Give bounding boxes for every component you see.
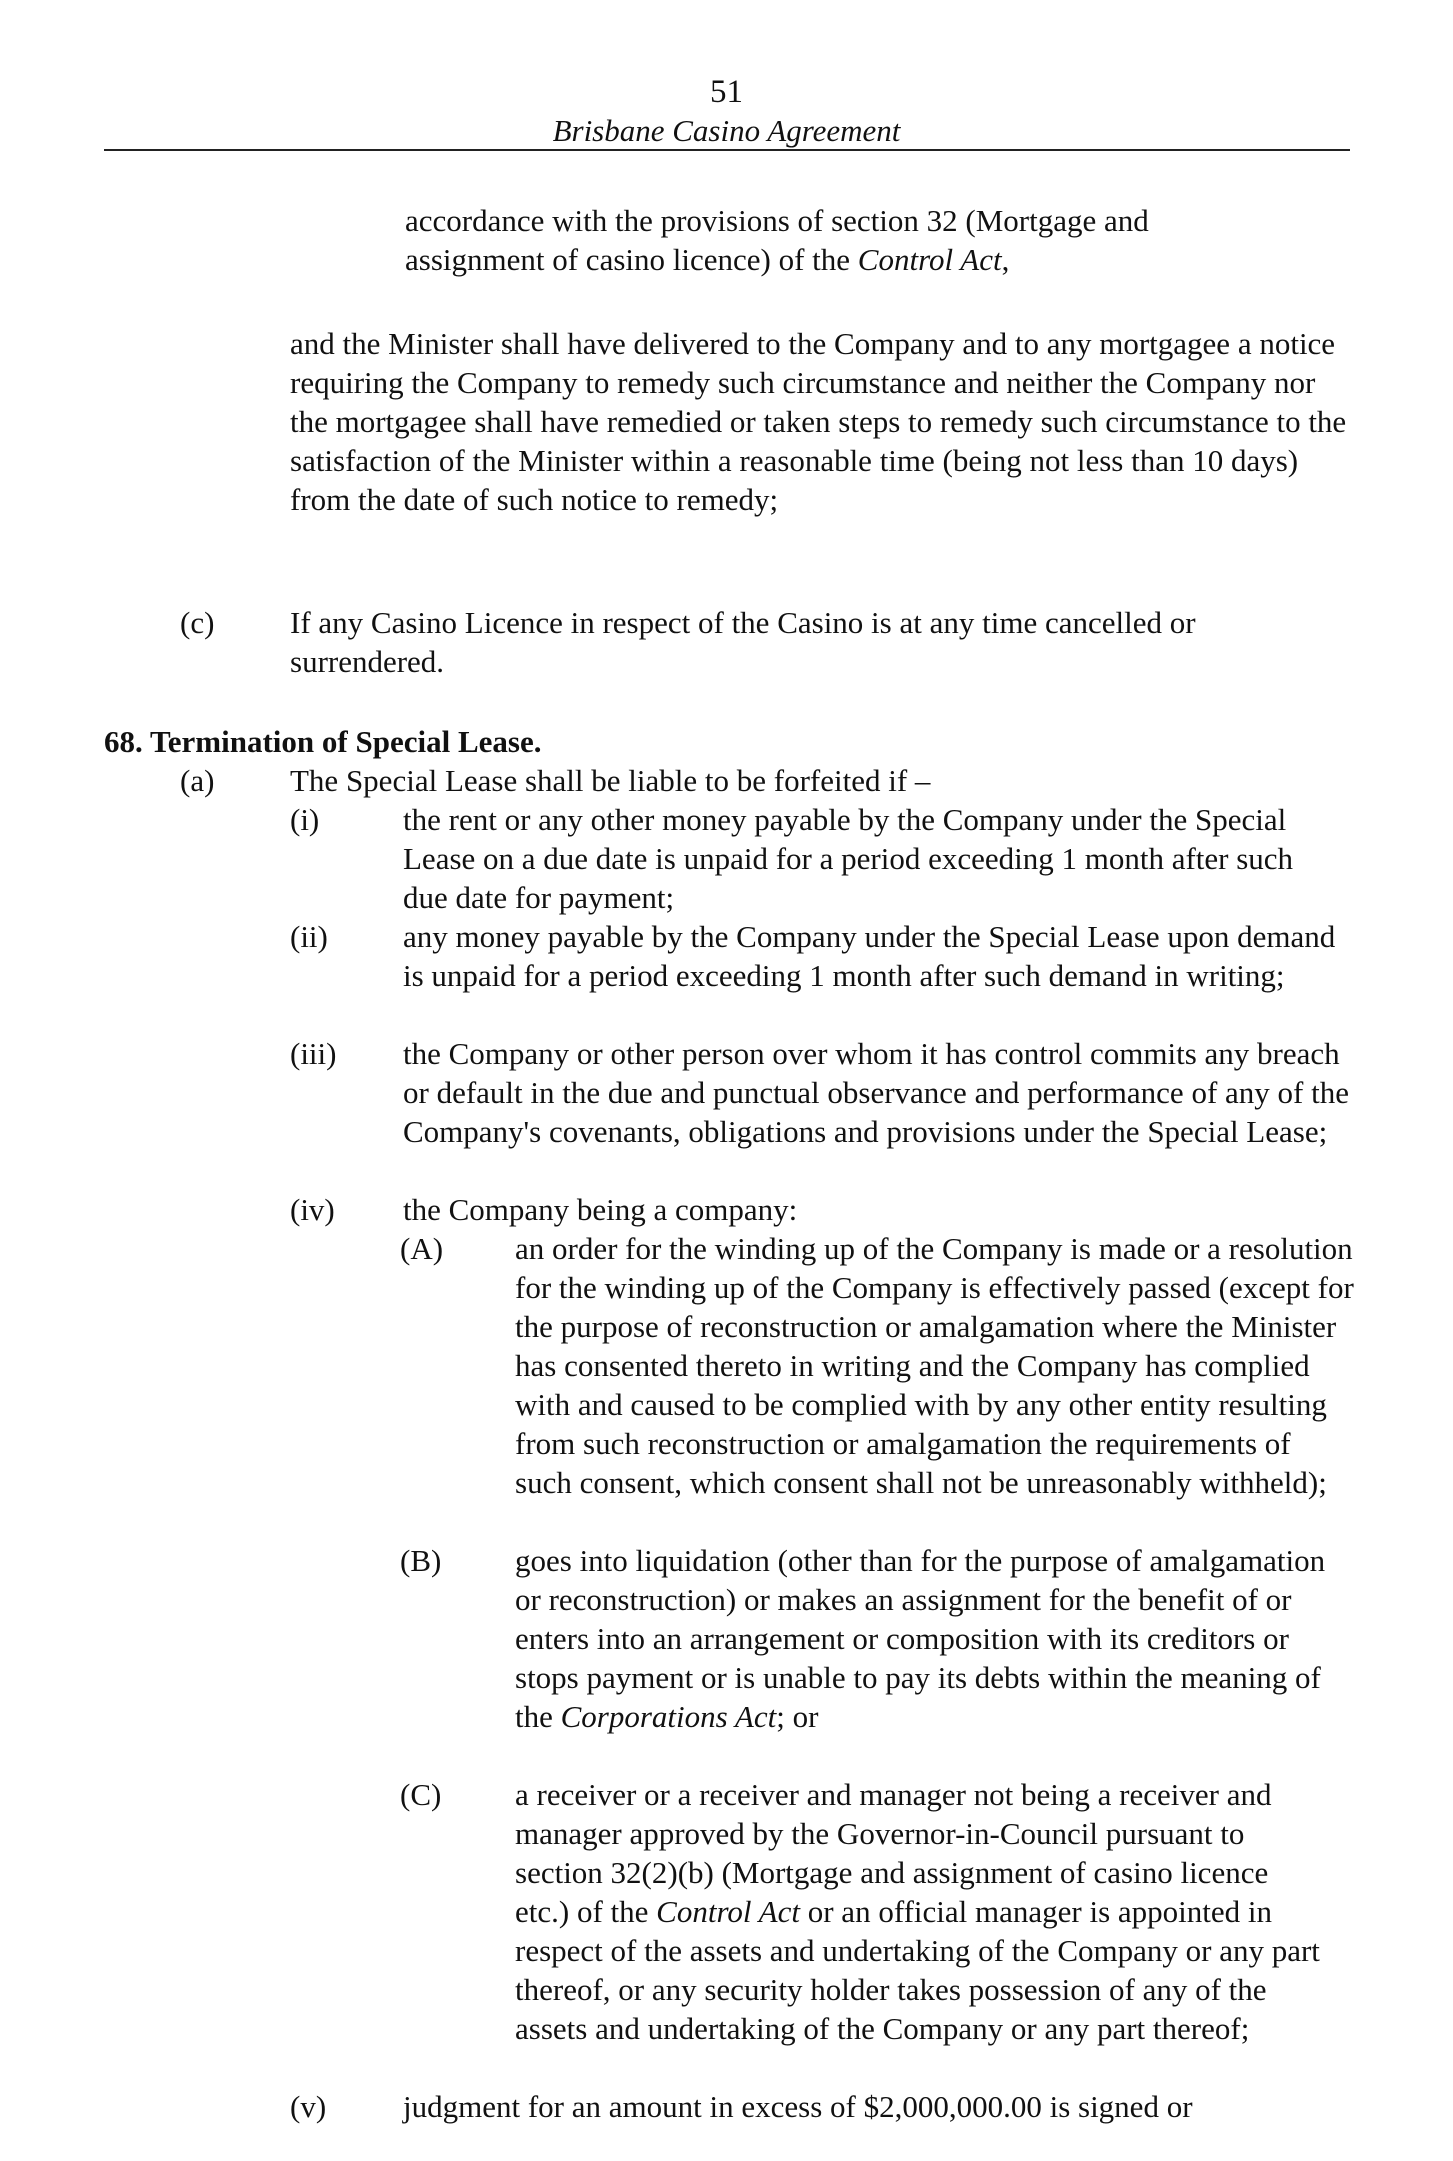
subclause-label-v: (v)	[290, 2089, 327, 2124]
subclause-text-iv: the Company being a company:	[403, 1192, 798, 1227]
item-text-C	[515, 1775, 1330, 2048]
running-title: Brisbane Casino Agreement	[552, 113, 901, 148]
subclause-label-iv: (iv)	[290, 1192, 335, 1227]
item-text-A: an order for the winding up of the Company is made or a resolution for the winding up of the Company is effectively passed (except for the purpose of reconstruction or amalgamation where the Minister has consented thereto in writing and the Company has complied with and caused to be complied with by any other entity resulting from such reconstruction or amalgamation the requirements of such consent, which consent shall not be unreasonably withheld);	[515, 1231, 1354, 1500]
act-reference: Control Act	[857, 242, 1002, 277]
act-reference: Control Act	[656, 1894, 800, 1929]
subclause-text-ii: any money payable by the Company under the Special Lease upon demand is unpaid for a period exceeding 1 month after such demand in writing;	[403, 919, 1336, 993]
item-label-B: (B)	[400, 1543, 442, 1578]
carryover-text: accordance with the provisions of section 32 (Mortgage and assignment of casino licence) of the	[405, 203, 1149, 277]
item-text-B-body: goes into liquidation (other than for the purpose of amalgamation or reconstruction) or makes an assignment for the benefit of or enters into an arrangement or composition with its creditors or stops payment or is unable to pay its debts within the meaning of the	[515, 1543, 1326, 1734]
clause-text-a: The Special Lease shall be liable to be forfeited if –	[290, 763, 931, 798]
header-rule	[104, 149, 1350, 151]
act-reference: Corporations Act	[560, 1699, 777, 1734]
page-number: 51	[710, 74, 743, 110]
item-label-C: (C)	[400, 1777, 442, 1812]
item-text-B	[515, 1541, 1340, 1736]
subclause-text-iii: the Company or other person over whom it has control commits any breach or default in the due and punctual observance and performance of any of the Company's covenants, obligations and provisions under the Special Lease;	[403, 1036, 1349, 1149]
section-heading: 68. Termination of Special Lease.	[104, 724, 542, 759]
item-text-C-end: or an official manager is appointed in respect of the assets and undertaking of the Company or any part thereof, or any security holder takes possession of any of the assets and undertaking of the Company or any part thereof;	[515, 1894, 1320, 2046]
subclause-label-iii: (iii)	[290, 1036, 337, 1071]
clause-label-a: (a)	[180, 763, 215, 798]
item-text-B-end: ; or	[776, 1699, 819, 1734]
notice-paragraph: and the Minister shall have delivered to the Company and to any mortgagee a notice requiring the Company to remedy such circumstance and neither the Company nor the mortgagee shall have remedied or taken steps to remedy such circumstance to the satisfaction of the Minister within a reasonable time (being not less than 10 days) from the date of such notice to remedy;	[290, 326, 1347, 517]
clause-text-c: If any Casino Licence in respect of the Casino is at any time cancelled or surrendered.	[290, 605, 1196, 679]
subclause-label-ii: (ii)	[290, 919, 328, 954]
clause-label-c: (c)	[180, 605, 215, 640]
subclause-text-v: judgment for an amount in excess of $2,000,000.00 is signed or	[403, 2089, 1193, 2124]
carryover-text-end: ,	[1001, 242, 1010, 277]
subclause-text-i: the rent or any other money payable by the Company under the Special Lease on a due date is unpaid for a period exceeding 1 month after such due date for payment;	[403, 802, 1294, 915]
carryover-paragraph	[405, 201, 1285, 279]
item-text-C-body: a receiver or a receiver and manager not being a receiver and manager approved by the Governor-in-Council pursuant to section 32(2)(b) (Mortgage and assignment of casino licence etc.) of the	[515, 1777, 1272, 1929]
item-label-A: (A)	[400, 1231, 444, 1266]
subclause-label-i: (i)	[290, 802, 320, 837]
